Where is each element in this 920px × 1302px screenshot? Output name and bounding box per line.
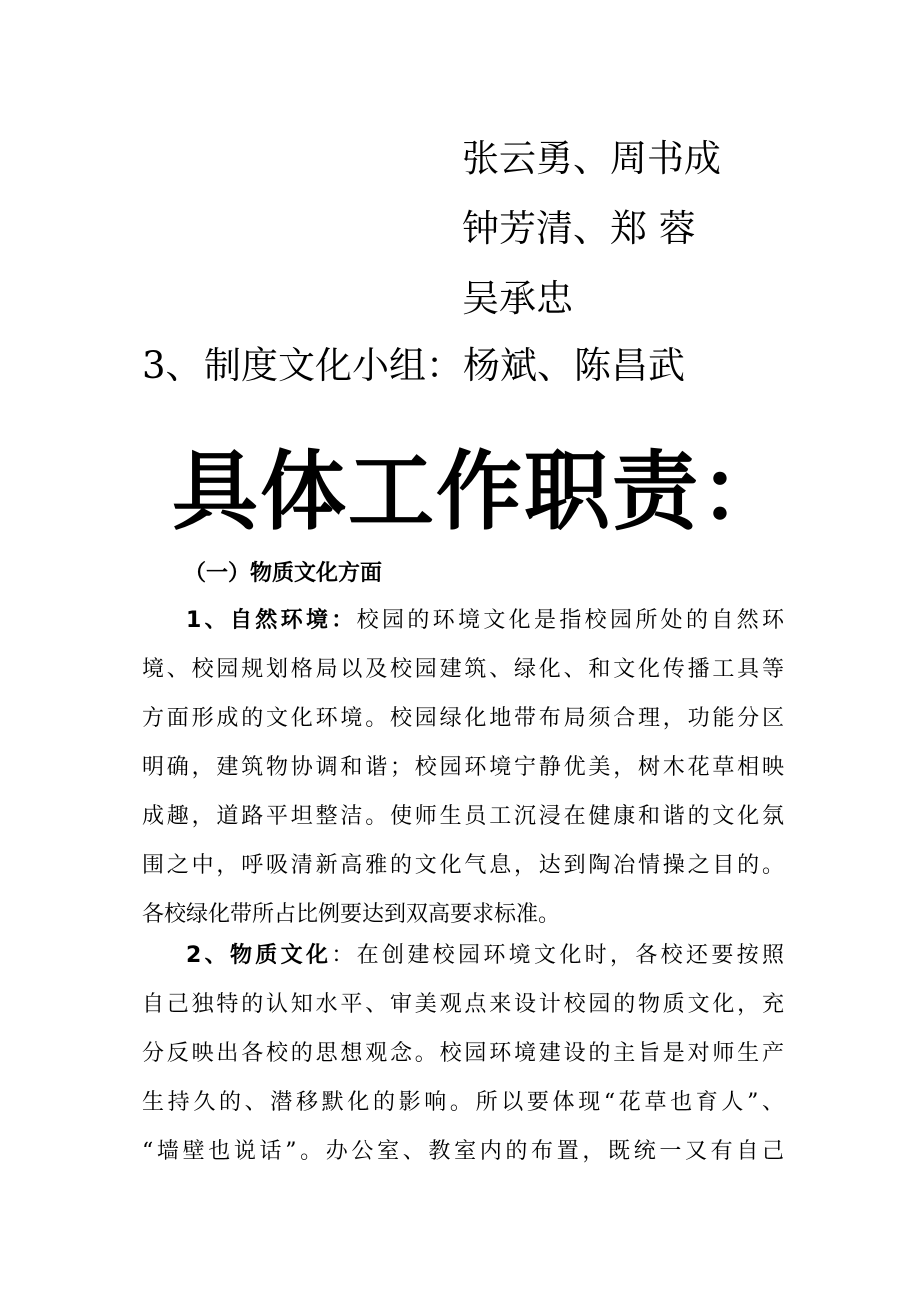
names-block	[462, 124, 721, 334]
paragraph-line: 成趣，道路平坦整洁。使师生员工沉浸在健康和谐的文化氛	[142, 804, 784, 829]
paragraph-line: 方面形成的文化环境。校园绿化地带布局须合理，功能分区	[142, 706, 784, 731]
paragraph-natural-environment	[142, 596, 784, 939]
paragraph-line: 分反映出各校的思想观念。校园环境建设的主旨是对师生产	[142, 1041, 784, 1066]
group-3-text: 制度文化小组：杨斌、陈昌武	[204, 344, 685, 387]
main-title: 具体工作职责：	[172, 442, 788, 542]
paragraph-line: 境、校园规划格局以及校园建筑、绿化、和文化传播工具等	[142, 657, 784, 682]
paragraph-line: 围之中，呼吸清新高雅的文化气息，达到陶冶情操之目的。	[142, 853, 784, 878]
paragraph-line: 自己独特的认知水平、审美观点来设计校园的物质文化，充	[142, 992, 784, 1017]
group-3-number: 3、	[142, 344, 203, 387]
paragraph-line: 各校绿化带所占比例要达到双高要求标准。	[142, 902, 561, 927]
names-line-3: 吴承忠	[462, 277, 573, 320]
names-line-2: 钟芳清、郑 蓉	[462, 207, 696, 250]
paragraph-line	[142, 596, 784, 645]
paragraph-lead: 1、自然环境：	[186, 608, 357, 633]
paragraph-text: 校园的环境文化是指校园所处的自然环	[356, 608, 784, 633]
paragraph-line: “墙壁也说话”。办公室、教室内的布置，既统一又有自己	[142, 1139, 784, 1164]
paragraph-lead: 2、物质文化	[186, 943, 332, 968]
paragraph-line	[142, 931, 784, 980]
section-heading: （一）物质文化方面	[184, 561, 383, 586]
paragraph-material-culture	[142, 931, 784, 1176]
paragraph-line: 明确，建筑物协调和谐；校园环境宁静优美，树木花草相映	[142, 755, 784, 780]
paragraph-line: 生持久的、潜移默化的影响。所以要体现“花草也育人”、	[142, 1090, 784, 1115]
names-line-1: 张云勇、周书成	[462, 137, 721, 180]
paragraph-text: ：在创建校园环境文化时，各校还要按照	[331, 943, 784, 968]
group-3-line	[142, 336, 685, 396]
